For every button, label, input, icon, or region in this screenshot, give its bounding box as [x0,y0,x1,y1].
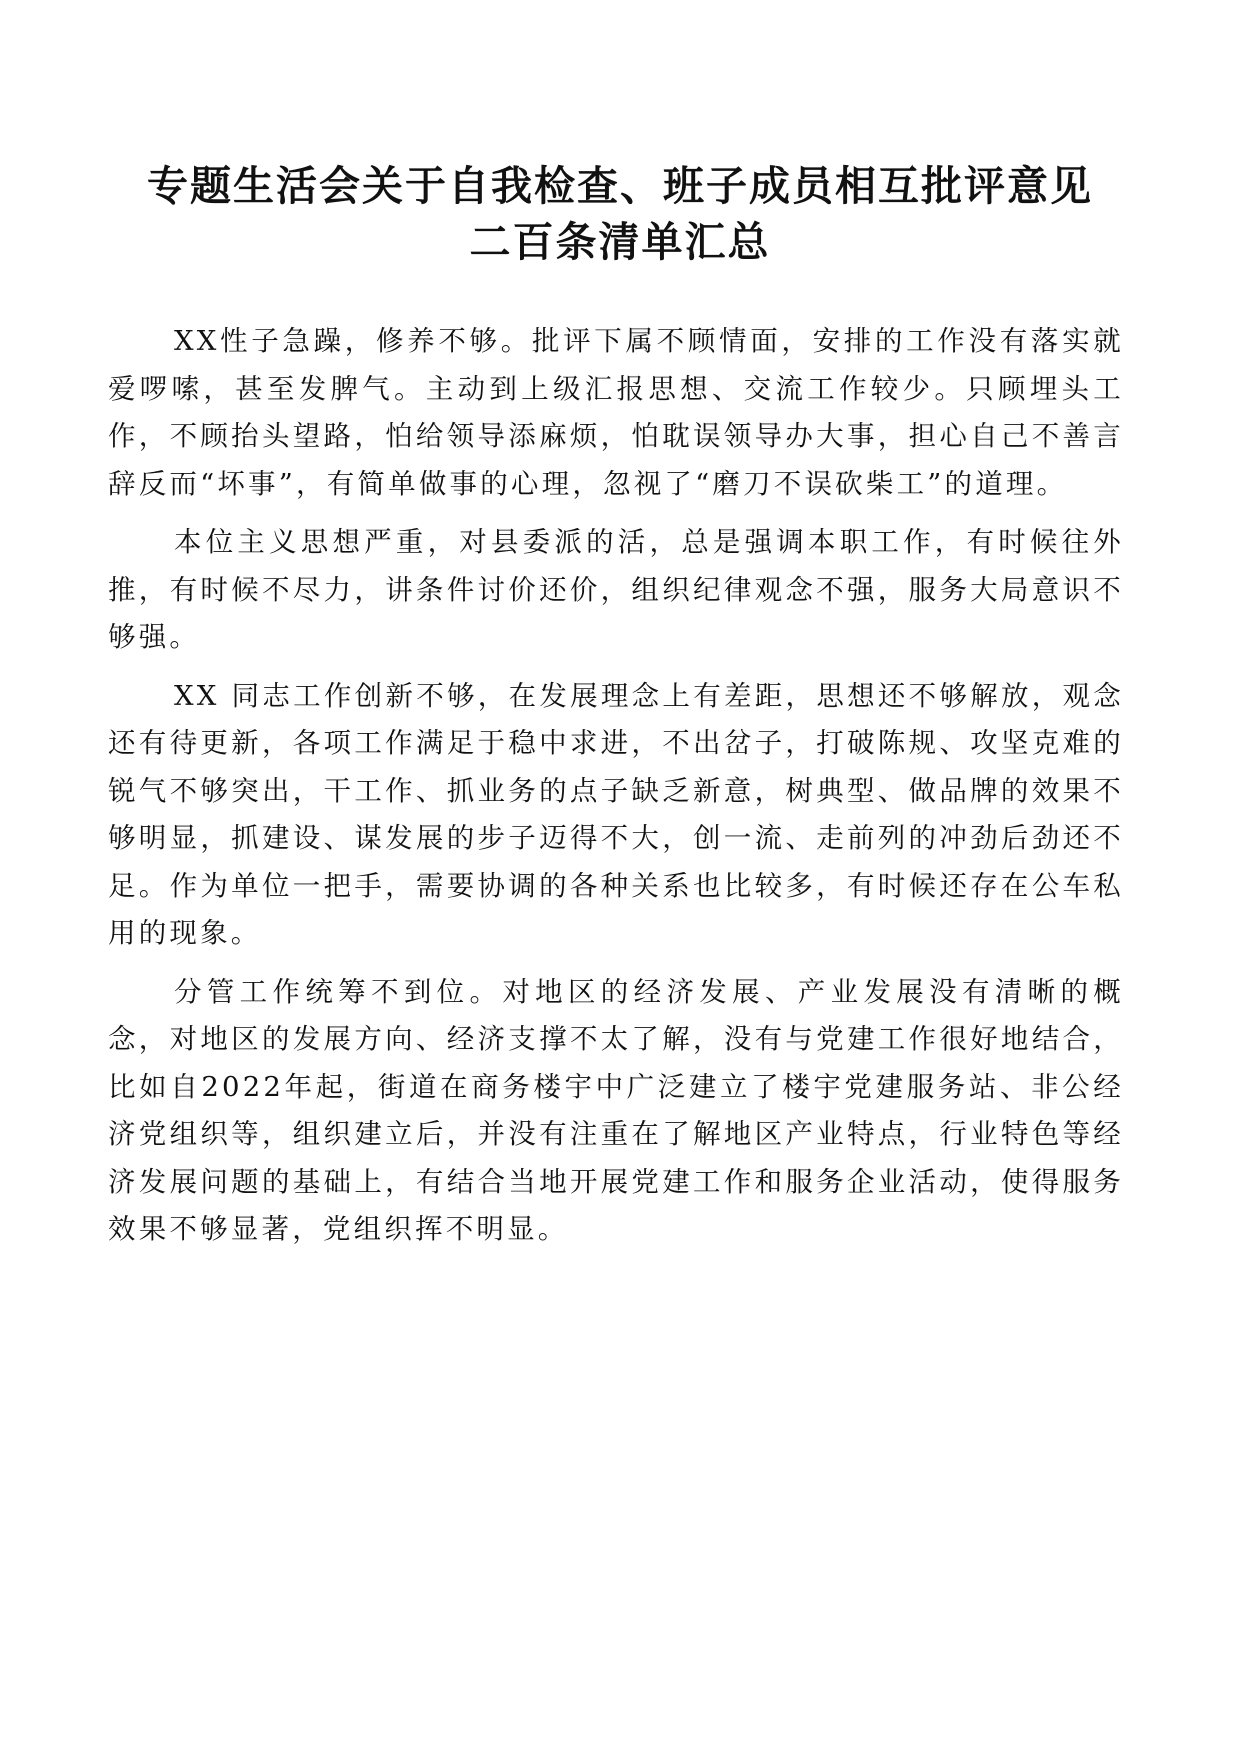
document-title [100,158,1140,270]
paragraph-4: 分管工作统筹不到位。对地区的经济发展、产业发展没有清晰的概念，对地区的发展方向、经济支撑不太了解，没有与党建工作很好地结合，比如自2022年起，街道在商务楼宇中广泛建立了楼宇党建服务站、非公经济党组织等，组织建立后，并没有注重在了解地区产业特点，行业特色等经济发展问题的基础上，有结合当地开展党建工作和服务企业活动，使得服务效果不够显著，党组织挥不明显。 [108,975,1124,1245]
title-line-2: 二百条清单汇总 [469,218,771,266]
paragraph-3: XX 同志工作创新不够，在发展理念上有差距，思想还不够解放，观念还有待更新，各项工作满足于稳中求进，不出岔子，打破陈规、攻坚克难的锐气不够突出，干工作、抓业务的点子缺乏新意，树典型、做品牌的效果不够明显，抓建设、谋发展的步子迈得不大，创一流、走前列的冲劲后劲还不足。作为单位一把手，需要协调的各种关系也比较多，有时候还存在公车私用的现象。 [108,679,1124,949]
paragraph-2: 本位主义思想严重，对县委派的活，总是强调本职工作，有时候往外推，有时候不尽力，讲条件讨价还价，组织纪律观念不强，服务大局意识不够强。 [108,526,1124,653]
title-line-1: 专题生活会关于自我检查、班子成员相互批评意见 [147,162,1093,210]
paragraph-1: XX性子急躁，修养不够。批评下属不顾情面，安排的工作没有落实就爱啰嗦，甚至发脾气。主动到上级汇报思想、交流工作较少。只顾埋头工作，不顾抬头望路，怕给领导添麻烦，怕耽误领导办大事，担心自己不善言辞反而“坏事”，有简单做事的心理，忽视了“磨刀不误砍柴工”的道理。 [108,325,1124,500]
document-body [108,318,1124,1265]
